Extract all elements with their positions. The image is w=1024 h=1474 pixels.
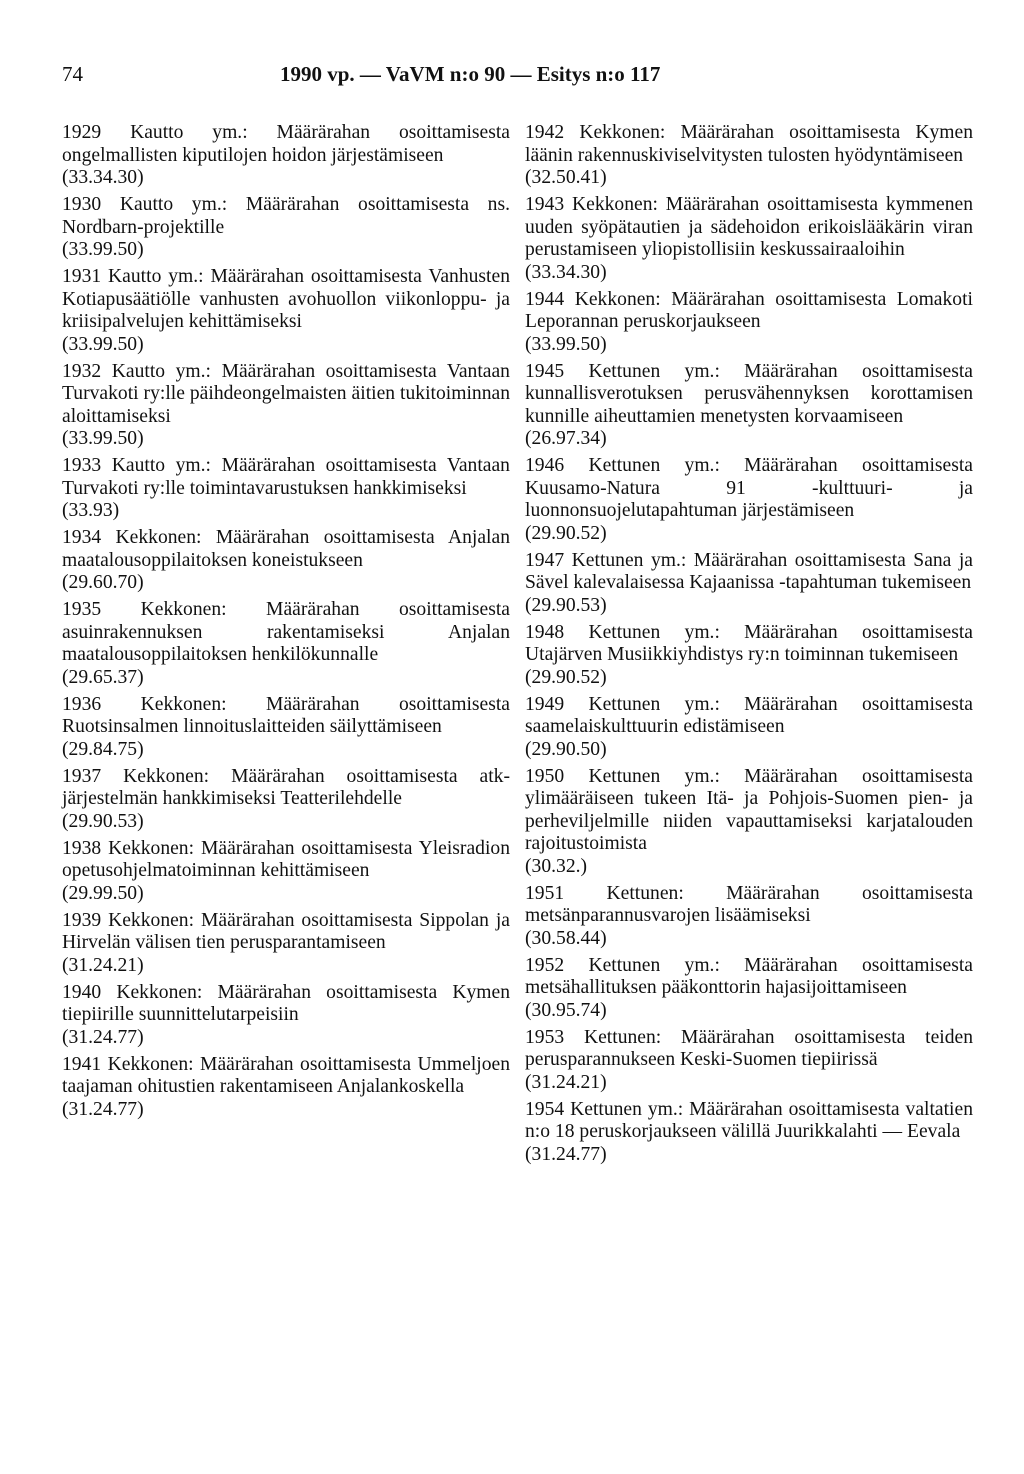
motion-entry	[62, 361, 510, 451]
motion-number-and-author: 1937 Kekkonen:	[62, 765, 210, 787]
budget-item-code: (33.99.50)	[62, 239, 144, 260]
motion-number-and-author: 1945 Kettunen ym.:	[525, 360, 720, 382]
motion-entry	[62, 527, 510, 595]
motion-text	[62, 694, 510, 739]
motion-text	[62, 599, 510, 667]
motion-entry	[525, 694, 973, 762]
motion-number-and-author: 1931 Kautto ym.:	[62, 266, 204, 287]
motion-description: Määrärahan osoittamisesta Anjalan maatalousoppilaitoksen koneistukseen	[62, 527, 510, 571]
motion-text	[525, 455, 973, 523]
motion-text	[525, 194, 973, 262]
motion-entry	[525, 766, 973, 879]
motion-entry	[525, 1027, 973, 1095]
budget-item-code: (31.24.77)	[525, 1143, 607, 1165]
motion-number-and-author: 1933 Kautto ym.:	[62, 455, 211, 476]
motion-description: Määrärahan osoittamisesta Sippolan ja Hirvelän välisen tien perusparantamiseen	[62, 909, 510, 953]
motion-entry	[62, 910, 510, 978]
motion-description: Määrärahan osoittamisesta Vanhusten Kotiapusäätiölle vanhusten avohuollon viikonloppu- ja kriisipalvelujen kehittämiseksi	[62, 266, 510, 332]
running-head: 1990 vp. — VaVM n:o 90 — Esitys n:o 117	[280, 62, 661, 86]
motion-number-and-author: 1950 Kettunen ym.:	[525, 765, 720, 787]
motion-description: Määrärahan osoittamisesta ylimääräiseen tukeen Itä- ja Pohjois-Suomen pien- ja perheviljelmille niiden vapauttamiseksi karjatalouden rajoitustoimista	[525, 765, 973, 854]
motion-entry	[525, 194, 973, 284]
motion-entry	[62, 1054, 510, 1122]
motion-text	[525, 883, 973, 928]
motion-text	[62, 982, 510, 1027]
motion-text	[62, 455, 510, 500]
motion-description: Määrärahan osoittamisesta Vantaan Turvakoti ry:lle toimintavarustuksen hankkimiseksi	[62, 455, 510, 499]
motion-number-and-author: 1935 Kekkonen:	[62, 599, 227, 620]
motion-entry	[525, 289, 973, 357]
motion-description: Määrärahan osoittamisesta ns. Nordbarn-projektille	[62, 194, 510, 238]
budget-item-code: (33.99.50)	[62, 333, 144, 355]
left-column	[62, 122, 510, 1126]
motion-entry	[62, 599, 510, 689]
motion-number-and-author: 1942 Kekkonen:	[525, 122, 666, 143]
motion-text	[525, 955, 973, 1000]
motion-entry	[525, 1099, 973, 1167]
motion-description: Määrärahan osoittamisesta asuinrakennuksen rakentamiseksi Anjalan maatalousoppilaitoksen henkilökunnalle	[62, 599, 511, 665]
budget-item-code: (33.34.30)	[525, 261, 607, 283]
motion-description: Määrärahan osoittamisesta Ruotsinsalmen linnoituslaitteiden säilyttämiseen	[62, 693, 511, 737]
motion-text	[525, 289, 973, 334]
motion-number-and-author: 1938 Kekkonen:	[62, 837, 195, 859]
budget-item-code: (29.60.70)	[62, 572, 144, 593]
motion-number-and-author: 1930 Kautto ym.:	[62, 194, 228, 215]
budget-item-code: (33.99.50)	[62, 428, 144, 449]
motion-text	[525, 122, 973, 167]
motion-description: Määrärahan osoittamisesta kunnallisverotuksen perusvähennyksen korottamisen kunnille aiheuttamien menetysten korvaamiseen	[525, 360, 973, 427]
motion-number-and-author: 1948 Kettunen ym.:	[525, 621, 720, 643]
motion-number-and-author: 1932 Kautto ym.:	[62, 360, 211, 382]
motion-description: Määrärahan osoittamisesta saamelaiskulttuurin edistämiseen	[525, 693, 973, 737]
budget-item-code: (29.90.52)	[525, 666, 607, 688]
budget-item-code: (30.95.74)	[525, 999, 607, 1021]
budget-item-code: (31.24.21)	[62, 954, 144, 976]
motion-description: Määrärahan osoittamisesta Utajärven Musiikkiyhdistys ry:n toiminnan tukemiseen	[525, 621, 973, 665]
motion-description: Määrärahan osoittamisesta kymmenen uuden syöpätautien ja sädehoidon erikoislääkärin viran perustamiseen yliopistollisiin keskussairaaloihin	[525, 194, 973, 260]
motion-description: Määrärahan osoittamisesta Ummeljoen taajaman ohitustien rakentamiseen Anjalankoskella	[62, 1053, 510, 1097]
motion-entry	[62, 122, 510, 190]
budget-item-code: (33.99.50)	[525, 333, 607, 355]
budget-item-code: (26.97.34)	[525, 428, 607, 449]
motion-text	[62, 361, 510, 429]
motion-number-and-author: 1952 Kettunen ym.:	[525, 954, 720, 976]
motion-number-and-author: 1946 Kettunen ym.:	[525, 455, 720, 476]
motion-description: Määrärahan osoittamisesta Kuusamo-Natura 91 -kulttuuri- ja luonnonsuojelutapahtuman järjestämiseen	[525, 455, 973, 521]
motion-description: Määrärahan osoittamisesta Kymen läänin rakennuskiviselvitysten tulosten hyödyntämiseen	[525, 122, 974, 166]
budget-item-code: (29.84.75)	[62, 738, 144, 760]
page-number: 74	[62, 62, 83, 86]
motion-entry	[525, 122, 973, 190]
motion-number-and-author: 1929 Kautto ym.:	[62, 122, 248, 143]
budget-item-code: (29.90.53)	[525, 594, 607, 616]
motion-description: Määrärahan osoittamisesta teiden perusparannukseen Keski-Suomen tiepiirissä	[525, 1026, 973, 1070]
motion-description: Määrärahan osoittamisesta valtatien n:o 18 peruskorjaukseen välillä Juurikkalahti — Eevala	[525, 1098, 973, 1142]
motion-entry	[62, 766, 510, 834]
motion-number-and-author: 1951 Kettunen:	[525, 882, 684, 904]
motion-text	[525, 1099, 973, 1144]
motion-number-and-author: 1949 Kettunen ym.:	[525, 693, 720, 715]
motion-text	[62, 838, 510, 883]
budget-item-code: (30.32.)	[525, 855, 588, 877]
motion-text	[525, 694, 973, 739]
motion-number-and-author: 1944 Kekkonen:	[525, 288, 661, 310]
motion-number-and-author: 1947 Kettunen ym.:	[525, 549, 687, 571]
motion-entry	[62, 838, 510, 906]
motion-number-and-author: 1954 Kettunen ym.:	[525, 1098, 684, 1120]
motion-number-and-author: 1953 Kettunen:	[525, 1026, 662, 1048]
motion-description: Määrärahan osoittamisesta Sana ja Sävel kalevalaisessa Kajaanissa -tapahtuman tukemiseen	[525, 549, 973, 593]
motion-description: Määrärahan osoittamisesta ongelmallisten kiputilojen hoidon järjestämiseen	[62, 122, 510, 166]
motion-entry	[62, 194, 510, 262]
motion-text	[62, 1054, 510, 1099]
motion-description: Määrärahan osoittamisesta Kymen tiepiirille suunnittelutarpeisiin	[62, 981, 511, 1025]
motion-entry	[62, 694, 510, 762]
motion-entry	[62, 982, 510, 1050]
budget-item-code: (31.24.21)	[525, 1071, 607, 1093]
motion-entry	[525, 883, 973, 951]
budget-item-code: (31.24.77)	[62, 1026, 144, 1048]
motion-entry	[525, 455, 973, 545]
budget-item-code: (33.34.30)	[62, 167, 144, 188]
motion-number-and-author: 1934 Kekkonen:	[62, 527, 202, 548]
motion-text	[525, 550, 973, 595]
budget-item-code: (31.24.77)	[62, 1098, 144, 1120]
motion-number-and-author: 1940 Kekkonen:	[62, 981, 203, 1003]
motion-description: Määrärahan osoittamisesta Lomakoti Leporannan peruskorjaukseen	[525, 288, 973, 332]
motion-text	[62, 266, 510, 334]
motion-description: Määrärahan osoittamisesta atk-järjestelmän hankkimiseksi Teatterilehdelle	[62, 765, 510, 809]
motion-text	[62, 766, 510, 811]
motion-entry	[62, 266, 510, 356]
budget-item-code: (30.58.44)	[525, 927, 607, 949]
motion-entry	[525, 622, 973, 690]
budget-item-code: (29.90.52)	[525, 522, 607, 544]
motion-text	[62, 527, 510, 572]
motion-text	[525, 622, 973, 667]
motion-entry	[62, 455, 510, 523]
motion-number-and-author: 1936 Kekkonen:	[62, 693, 227, 715]
motion-number-and-author: 1939 Kekkonen:	[62, 909, 195, 931]
motion-number-and-author: 1941 Kekkonen:	[62, 1053, 194, 1075]
motion-entry	[525, 361, 973, 451]
budget-item-code: (33.93)	[62, 500, 120, 521]
budget-item-code: (29.90.50)	[525, 738, 607, 760]
motion-description: Määrärahan osoittamisesta Yleisradion opetusohjelmatoiminnan kehittämiseen	[62, 837, 510, 881]
page-header	[62, 62, 962, 92]
motion-entry	[525, 550, 973, 618]
motion-text	[525, 766, 973, 856]
motion-text	[62, 194, 510, 239]
budget-item-code: (32.50.41)	[525, 167, 607, 188]
motion-description: Määrärahan osoittamisesta metsänparannusvarojen lisäämiseksi	[525, 882, 973, 926]
motion-number-and-author: 1943 Kekkonen:	[525, 194, 658, 215]
motion-text	[62, 910, 510, 955]
motion-text	[525, 361, 973, 429]
budget-item-code: (29.65.37)	[62, 666, 144, 688]
budget-item-code: (29.90.53)	[62, 810, 144, 832]
motion-entry	[525, 955, 973, 1023]
motion-text	[62, 122, 510, 167]
motion-text	[525, 1027, 973, 1072]
motion-description: Määrärahan osoittamisesta Vantaan Turvakoti ry:lle päihdeongelmaisten äitien tukitoiminnan aloittamiseksi	[62, 360, 510, 427]
right-column	[525, 122, 973, 1171]
budget-item-code: (29.99.50)	[62, 882, 144, 904]
motion-description: Määrärahan osoittamisesta metsähallituksen pääkonttorin hajasijoittamiseen	[525, 954, 973, 998]
